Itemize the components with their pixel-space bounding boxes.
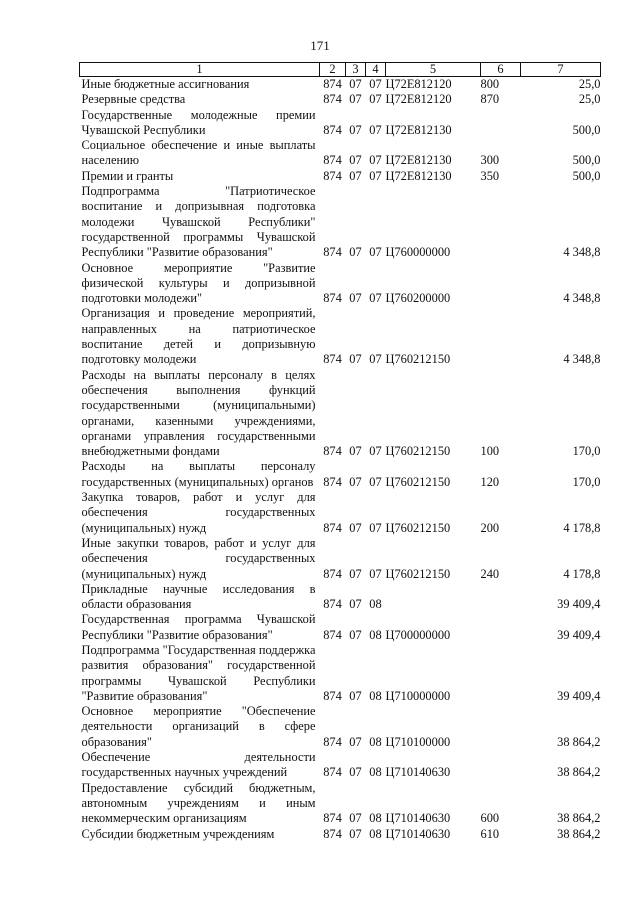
item-name: Государственная программа Чувашской Республики "Развитие образования" (81, 612, 316, 642)
section-code: 07 (349, 734, 362, 749)
ministry-code: 874 (323, 122, 342, 137)
subsection-code: 07 (369, 92, 382, 107)
table-body (80, 77, 601, 842)
amount: 170,0 (572, 474, 601, 489)
expense-type-code: 300 (480, 153, 500, 168)
section-code: 07 (349, 474, 362, 489)
ministry-code: 874 (323, 597, 342, 612)
section-code: 07 (349, 168, 362, 183)
section-code: 07 (349, 627, 362, 642)
ministry-code: 874 (323, 811, 342, 826)
ministry-code: 874 (323, 168, 342, 183)
subsection-code: 08 (369, 734, 382, 749)
item-name: Основное мероприятие "Обеспечение деятельности организаций в сфере образования" (81, 704, 316, 749)
ministry-code: 874 (323, 734, 342, 749)
item-name: Премии и гранты (81, 168, 174, 183)
section-code: 07 (349, 597, 362, 612)
amount: 4 178,8 (563, 566, 601, 581)
amount: 500,0 (572, 168, 601, 183)
target-article-code: Ц760212150 (385, 444, 451, 459)
item-name: Подпрограмма "Патриотическое воспитание и допризывная подготовка молодежи Чувашской Республики" государственной программы Чувашской Республики "Развитие образования" (81, 184, 316, 260)
table-row (80, 92, 601, 107)
amount: 38 864,2 (557, 765, 601, 780)
item-name: Расходы на выплаты персоналу государственных (муниципальных) органов (81, 459, 316, 489)
expense-type-code: 240 (480, 566, 500, 581)
table-row (80, 612, 601, 643)
amount: 500,0 (572, 122, 601, 137)
item-name: Прикладные научные исследования в области образования (81, 581, 316, 612)
amount: 4 348,8 (563, 245, 601, 260)
ministry-code: 874 (323, 245, 342, 260)
section-code: 07 (349, 352, 362, 367)
amount: 25,0 (578, 77, 601, 91)
amount: 39 409,4 (557, 627, 601, 642)
section-code: 07 (349, 122, 362, 137)
section-code: 07 (349, 245, 362, 260)
expense-type-code (481, 306, 521, 367)
expense-type-code: 800 (480, 77, 500, 91)
item-name: Организация и проведение мероприятий, направленных на патриотическое воспитание детей и допризывную подготовку молодежи (81, 306, 316, 367)
amount: 39 409,4 (557, 688, 601, 703)
section-code: 07 (349, 77, 362, 91)
header-col-2: 2 (320, 63, 346, 77)
ministry-code: 874 (323, 765, 342, 780)
section-code: 07 (349, 566, 362, 581)
item-name: Иные бюджетные ассигнования (81, 77, 250, 91)
expense-type-code (481, 582, 521, 613)
page-number: 171 (310, 38, 330, 53)
target-article-code: Ц72Е812120 (385, 92, 452, 107)
section-code: 07 (349, 153, 362, 168)
header-col-7: 7 (521, 63, 601, 77)
subsection-code: 08 (369, 627, 382, 642)
table-row (80, 169, 601, 184)
ministry-code: 874 (323, 153, 342, 168)
section-code: 07 (349, 765, 362, 780)
table-row (80, 582, 601, 613)
table-row (80, 138, 601, 169)
item-name: Подпрограмма "Государственная поддержка развития образования" государственной программы Чувашской Республики "Развитие образования" (81, 642, 316, 703)
subsection-code: 07 (369, 122, 382, 137)
table-row (80, 368, 601, 460)
ministry-code: 874 (323, 520, 342, 535)
table-row (80, 261, 601, 307)
item-name: Государственные молодежные премии Чувашской Республики (81, 107, 316, 137)
target-article-code: Ц72Е812130 (385, 153, 452, 168)
table-row (80, 306, 601, 367)
item-name: Иные закупки товаров, работ и услуг для обеспечения государственных (муниципальных) нужд (81, 535, 316, 581)
item-name: Резервные средства (81, 92, 186, 107)
section-code: 07 (349, 826, 362, 841)
item-name: Расходы на выплаты персоналу в целях обеспечения выполнения функций государственными (муниципальными) органами, казенными учреждениями, органами управления государственными внебюджетными фондами (81, 367, 316, 459)
expense-type-code: 600 (480, 811, 500, 826)
subsection-code: 07 (369, 352, 382, 367)
item-name: Социальное обеспечение и иные выплаты населению (81, 138, 316, 168)
ministry-code: 874 (323, 92, 342, 107)
item-name: Субсидии бюджетным учреждениям (81, 826, 275, 841)
expense-type-code: 610 (480, 826, 500, 841)
ministry-code: 874 (323, 77, 342, 91)
header-col-6: 6 (481, 63, 521, 77)
expense-type-code (481, 184, 521, 260)
header-col-3: 3 (346, 63, 366, 77)
target-article-code: Ц760212150 (385, 474, 451, 489)
target-article-code: Ц72Е812130 (385, 168, 452, 183)
table-row (80, 536, 601, 582)
subsection-code: 07 (369, 474, 382, 489)
ministry-code: 874 (323, 688, 342, 703)
subsection-code: 07 (369, 291, 382, 306)
subsection-code: 08 (369, 765, 382, 780)
table-row (80, 108, 601, 139)
table-row (80, 184, 601, 260)
header-col-5: 5 (386, 63, 481, 77)
table-row (80, 643, 601, 704)
item-name: Закупка товаров, работ и услуг для обеспечения государственных (муниципальных) нужд (81, 490, 316, 535)
expense-type-code: 870 (480, 92, 500, 107)
header-row (80, 63, 601, 77)
target-article-code: Ц760212150 (385, 352, 451, 367)
subsection-code: 07 (369, 566, 382, 581)
subsection-code: 08 (369, 811, 382, 826)
target-article-code: Ц710140630 (385, 765, 451, 780)
target-article-code: Ц760212150 (385, 566, 451, 581)
table-row (80, 704, 601, 750)
expense-type-code (481, 261, 521, 307)
header-col-4: 4 (366, 63, 386, 77)
ministry-code: 874 (323, 291, 342, 306)
subsection-code: 08 (369, 826, 382, 841)
target-article-code: Ц710100000 (385, 734, 451, 749)
target-article-code: Ц760212150 (385, 520, 451, 535)
ministry-code: 874 (323, 474, 342, 489)
table-row (80, 490, 601, 536)
amount: 38 864,2 (557, 826, 601, 841)
expense-type-code (481, 612, 521, 643)
item-name: Предоставление субсидий бюджетным, автономным учреждениям и иным некоммерческим организациям (81, 780, 316, 826)
section-code: 07 (349, 811, 362, 826)
table-row (80, 77, 601, 93)
expense-type-code: 100 (480, 444, 500, 459)
expense-type-code (481, 108, 521, 139)
table-row (80, 459, 601, 490)
item-name: Обеспечение деятельности государственных научных учреждений (81, 750, 316, 780)
budget-table (79, 62, 601, 842)
expense-type-code: 200 (480, 520, 500, 535)
target-article-code: Ц760000000 (385, 245, 451, 260)
amount: 38 864,2 (557, 811, 601, 826)
target-article-code: Ц72Е812130 (385, 122, 452, 137)
expense-type-code (481, 704, 521, 750)
amount: 4 348,8 (563, 291, 601, 306)
expense-type-code: 120 (480, 474, 500, 489)
amount: 38 864,2 (557, 734, 601, 749)
ministry-code: 874 (323, 352, 342, 367)
table-row (80, 781, 601, 827)
amount: 4 178,8 (563, 520, 601, 535)
section-code: 07 (349, 688, 362, 703)
item-name: Основное мероприятие "Развитие физической культуры и допризывной подготовки молодежи" (81, 260, 316, 306)
expense-type-code (481, 643, 521, 704)
header-col-1: 1 (80, 63, 320, 77)
section-code: 07 (349, 520, 362, 535)
target-article-code: Ц710000000 (385, 688, 451, 703)
subsection-code: 07 (369, 168, 382, 183)
target-article-code: Ц710140630 (385, 826, 451, 841)
amount: 39 409,4 (557, 597, 601, 612)
subsection-code: 07 (369, 520, 382, 535)
table-row (80, 827, 601, 842)
amount: 4 348,8 (563, 352, 601, 367)
target-article-code: Ц710140630 (385, 811, 451, 826)
expense-type-code (481, 750, 521, 781)
target-article-code: Ц760200000 (385, 291, 451, 306)
subsection-code: 07 (369, 153, 382, 168)
ministry-code: 874 (323, 444, 342, 459)
section-code: 07 (349, 291, 362, 306)
subsection-code: 08 (369, 597, 382, 612)
subsection-code: 07 (369, 245, 382, 260)
target-article-code: Ц700000000 (385, 627, 451, 642)
target-article-code (386, 582, 481, 613)
amount: 170,0 (572, 444, 601, 459)
expense-type-code: 350 (480, 168, 500, 183)
amount: 500,0 (572, 153, 601, 168)
ministry-code: 874 (323, 826, 342, 841)
ministry-code: 874 (323, 627, 342, 642)
section-code: 07 (349, 444, 362, 459)
amount: 25,0 (578, 92, 601, 107)
subsection-code: 07 (369, 77, 382, 91)
subsection-code: 07 (369, 444, 382, 459)
ministry-code: 874 (323, 566, 342, 581)
table-row (80, 750, 601, 781)
section-code: 07 (349, 92, 362, 107)
target-article-code: Ц72Е812120 (385, 77, 452, 91)
subsection-code: 08 (369, 688, 382, 703)
